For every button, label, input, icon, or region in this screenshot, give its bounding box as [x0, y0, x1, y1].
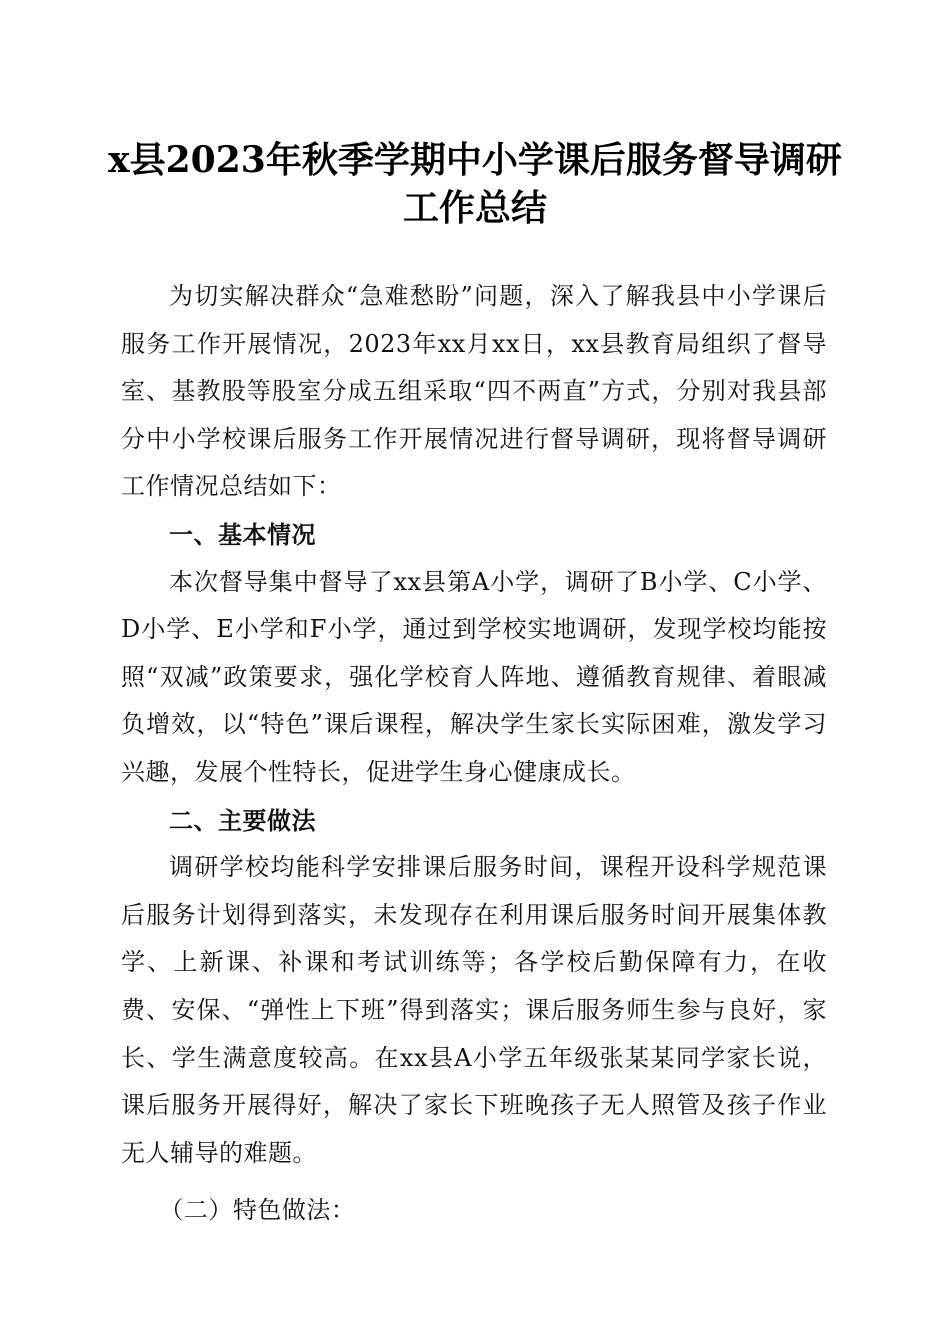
- document-body: [121, 273, 827, 1235]
- section-heading-basic-situation: 一、基本情况: [169, 519, 316, 549]
- section-heading-main-practices: 二、主要做法: [169, 805, 316, 835]
- main-practices-paragraph: 调研学校均能科学安排课后服务时间，课程开设科学规范课后服务计划得到落实，未发现存在利用课后服务时间开展集体教学、上新课、补课和考试训练等；各学校后勤保障有力，在收费、安保、“弹性上下班”得到落实；课后服务师生参与良好，家长、学生满意度较高。在xx县A小学五年级张某某同学家长说，课后服务开展得好，解决了家长下班晚孩子无人照管及孩子作业无人辅导的难题。: [121, 853, 827, 1167]
- intro-paragraph: 为切实解决群众“急难愁盼”问题，深入了解我县中小学课后服务工作开展情况，2023年xx月xx日，xx县教育局组织了督导室、基教股等股室分成五组采取“四不两直”方式，分别对我县部分中小学校课后服务工作开展情况进行督导调研，现将督导调研工作情况总结如下：: [121, 282, 827, 501]
- document-title-line-2: 工作总结: [402, 187, 547, 229]
- basic-situation-paragraph: 本次督导集中督导了xx县第A小学，调研了B小学、C小学、D小学、E小学和F小学，通过到学校实地调研，发现学校均能按照“双减”政策要求，强化学校育人阵地、遵循教育规律、着眼减负增效，以“特色”课后课程，解决学生家长实际困难，激发学习兴趣，发展个性特长，促进学生身心健康成长。: [121, 567, 827, 786]
- subsection-heading-featured-practices: （二）特色做法：: [159, 1196, 356, 1225]
- document-title-line-1: x县2023年秋季学期中小学课后服务督导调研: [108, 139, 842, 181]
